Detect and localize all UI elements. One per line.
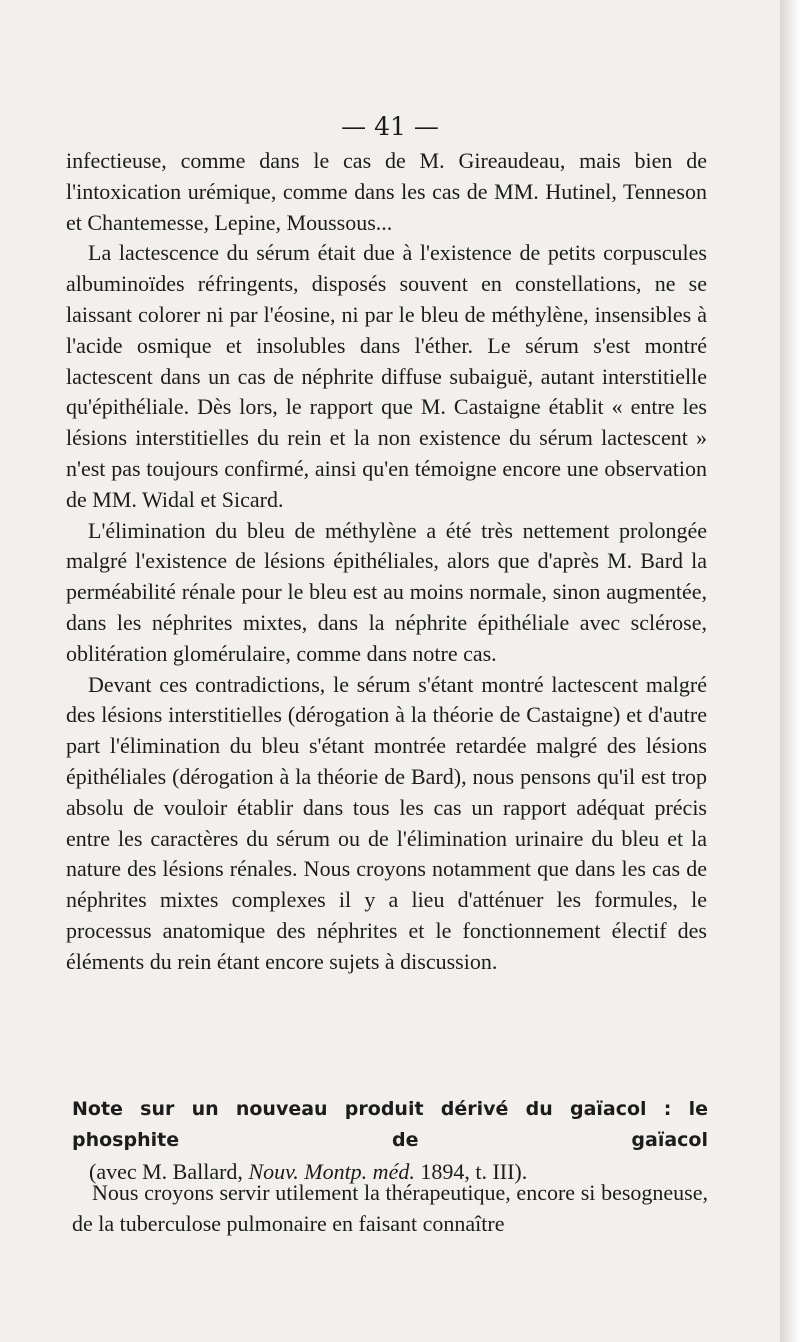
body-text xyxy=(66,146,707,978)
closing-paragraph: Nous croyons servir utilement la thérapeutique, encore si besogneuse, de la tuberculose pulmonaire en faisant connaître xyxy=(72,1180,708,1236)
page-gutter xyxy=(780,0,800,1342)
journal-name: Nouv. Montp. méd. xyxy=(248,1159,415,1184)
paragraph-lactescence: La lactescence du sérum était due à l'existence de petits corpuscules albuminoïdes réfringents, disposés souvent en constellations, ne se laissant colorer ni par l'éosine, ni par le bleu de méthylène, insensibles à l'acide osmique et insolubles dans l'éther. Le sérum s'est montré lactescent dans un cas de néphrite diffuse subaiguë, autant interstitielle qu'épithéliale. Dès lors, le rapport que M. Castaigne établit « entre les lésions interstitielles du rein et la non existence du sérum lactescent » n'est pas toujours confirmé, ainsi qu'en témoigne encore une observation de MM. Widal et Sicard. xyxy=(66,240,707,512)
citation-prefix: (avec M. Ballard, xyxy=(89,1159,249,1184)
note-heading xyxy=(72,1094,708,1187)
paragraph-contradictions: Devant ces contradictions, le sérum s'étant montré lactescent malgré des lésions interstitielles (dérogation à la théorie de Castaigne) et d'autre part l'élimination du bleu s'étant montrée retardée malgré des lésions épithéliales (dérogation à la théorie de Bard), nous pensons qu'il est trop absolu de vouloir établir dans tous les cas un rapport adéquat précis entre les caractères du sérum ou de l'élimination urinaire du bleu et la nature des lésions rénales. Nous croyons notamment que dans les cas de néphrites mixtes complexes il y a lieu d'atténuer les formules, le processus anatomique des néphrites et le fonctionnement électif des éléments du rein étant encore sujets à discussion. xyxy=(66,671,707,974)
note-title: Note sur un nouveau produit dérivé du gaïacol : le phosphite de gaïacol xyxy=(72,1098,708,1151)
paragraph-elimination: L'élimination du bleu de méthylène a été très nettement prolongée malgré l'existence de lésions épithéliales, alors que d'après M. Bard la perméabilité rénale pour le bleu est au moins normale, sinon augmentée, dans les néphrites mixtes, dans la néphrite épithéliale avec sclérose, oblitération glomérulaire, comme dans notre cas. xyxy=(66,517,707,666)
page-number: — 41 — xyxy=(341,112,439,141)
paragraph-continuation: infectieuse, comme dans le cas de M. Gireaudeau, mais bien de l'intoxication urémique, comme dans les cas de MM. Hutinel, Tenneson et Chantemesse, Lepine, Moussous... xyxy=(66,148,707,235)
citation-suffix: 1894, t. III). xyxy=(414,1159,528,1184)
